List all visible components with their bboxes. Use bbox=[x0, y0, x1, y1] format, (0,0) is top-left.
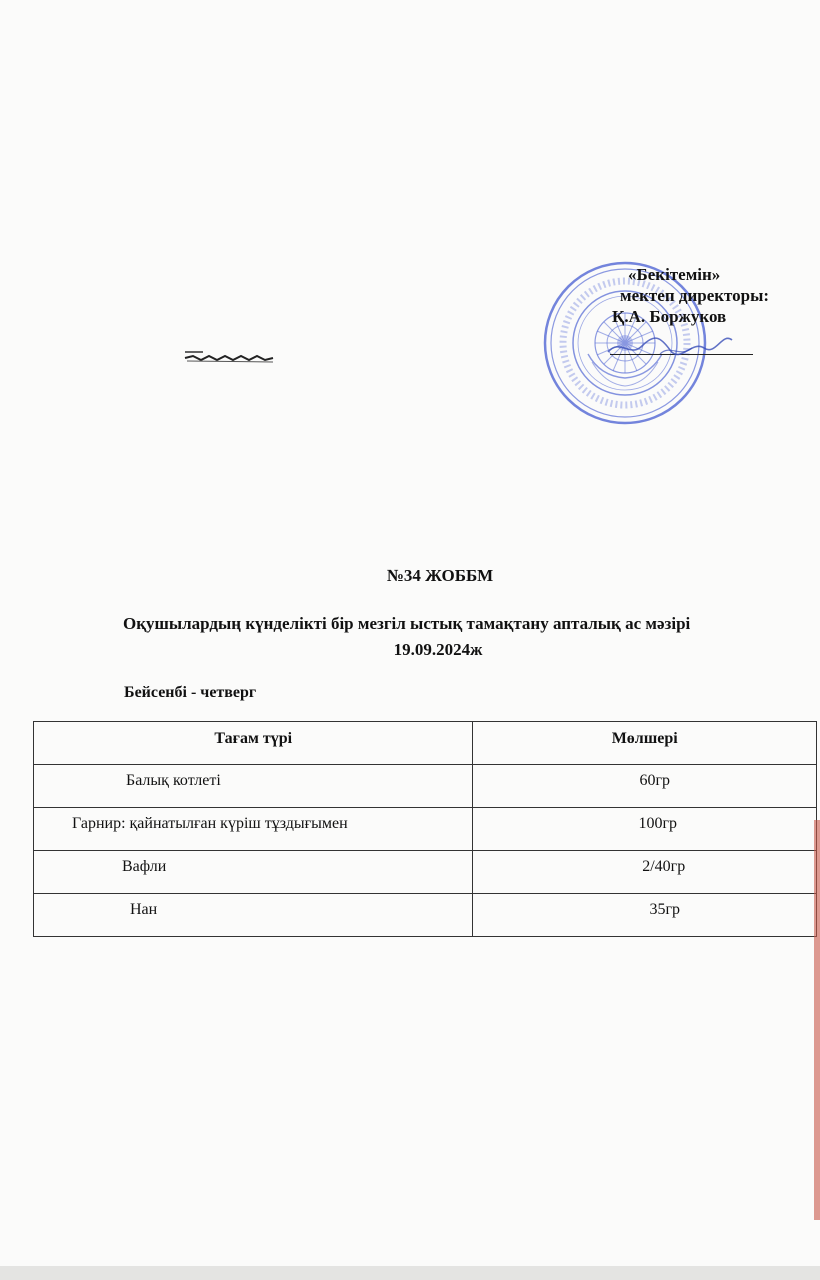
quantity-cell: 35гр bbox=[473, 894, 817, 937]
table-row bbox=[34, 894, 817, 937]
signature-icon bbox=[600, 318, 740, 366]
day-of-week: Бейсенбі - четверг bbox=[124, 684, 257, 701]
quantity-cell: 2/40гр bbox=[473, 851, 817, 894]
dish-name-cell: Нан bbox=[34, 894, 473, 937]
approval-heading: «Бекітемін» bbox=[628, 265, 721, 284]
page-edge-decoration bbox=[814, 820, 820, 1220]
menu-table-body bbox=[34, 765, 817, 937]
header-dish-type: Тағам түрі bbox=[34, 722, 473, 765]
quantity-cell: 100гр bbox=[473, 808, 817, 851]
table-header-row bbox=[34, 722, 817, 765]
page-bottom-edge bbox=[0, 1266, 820, 1280]
menu-table bbox=[33, 721, 817, 937]
header-quantity: Мөлшері bbox=[473, 722, 817, 765]
dish-name-cell: Гарнир: қайнатылған күріш тұздығымен bbox=[34, 808, 473, 851]
document-date: 19.09.2024ж bbox=[393, 640, 483, 659]
scribble-mark-icon bbox=[183, 348, 275, 368]
quantity-cell: 60гр bbox=[473, 765, 817, 808]
table-row bbox=[34, 808, 817, 851]
document-title: №34 ЖОББМ bbox=[386, 566, 494, 585]
table-row bbox=[34, 851, 817, 894]
table-row bbox=[34, 765, 817, 808]
approval-signatory: Қ.А. Боржуков bbox=[612, 307, 727, 326]
approval-position: мектеп директоры: bbox=[620, 286, 770, 305]
document-subtitle: Оқушылардың күнделікті бір мезгіл ыстық тамақтану апталық ас мәзірі bbox=[123, 614, 691, 633]
dish-name-cell: Балық котлеті bbox=[34, 765, 473, 808]
dish-name-cell: Вафли bbox=[34, 851, 473, 894]
